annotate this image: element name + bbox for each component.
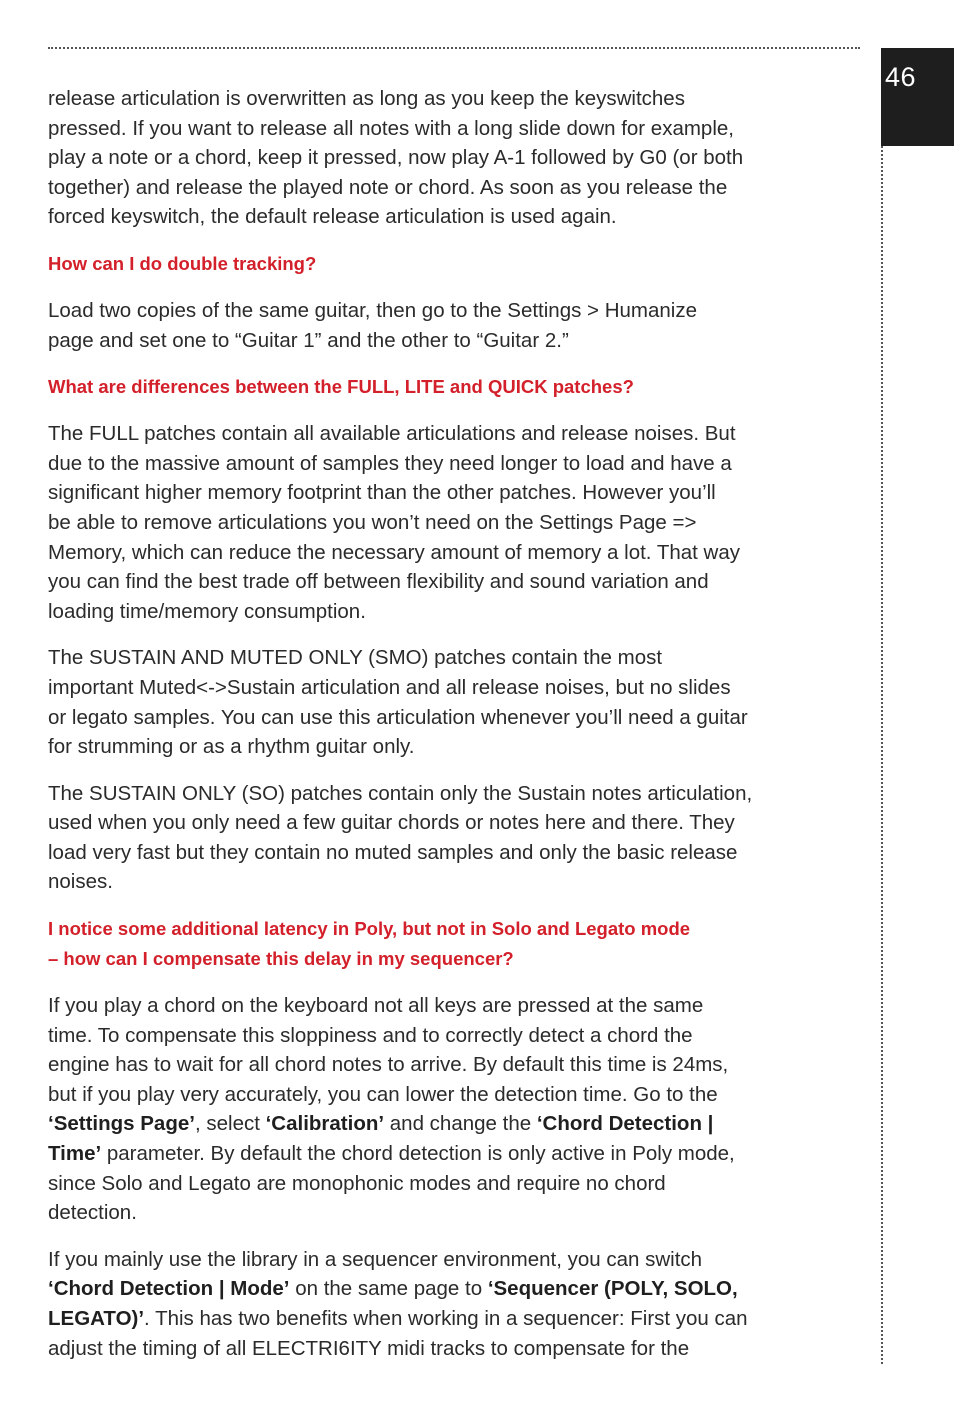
text-line: Memory, which can reduce the necessary amount of memory a lot. That way <box>48 540 740 564</box>
text-line: pressed. If you want to release all notes with a long slide down for example, <box>48 116 734 140</box>
text-line: since Solo and Legato are monophonic modes and require no chord <box>48 1171 666 1195</box>
text-line: due to the massive amount of samples they need longer to load and have a <box>48 451 732 475</box>
text-line: The FULL patches contain all available articulations and release noises. But <box>48 422 736 446</box>
bold-sequencer-option: ‘Sequencer (POLY, SOLO, <box>487 1277 738 1301</box>
text-line: detection. <box>48 1201 137 1225</box>
text-line: be able to remove articulations you won’t need on the Settings Page => <box>48 510 697 534</box>
text-fragment: on the same page to <box>289 1277 488 1301</box>
text-line: you can find the best trade off between flexibility and sound variation and <box>48 570 709 594</box>
heading-line: – how can I compensate this delay in my sequencer? <box>48 948 514 970</box>
bold-settings-page: ‘Settings Page’ <box>48 1112 195 1136</box>
text-line: The SUSTAIN ONLY (SO) patches contain only the Sustain notes articulation, <box>48 781 753 805</box>
text-fragment: parameter. By default the chord detection is only active in Poly mode, <box>101 1142 735 1166</box>
heading-patch-differences: What are differences between the FULL, LITE and QUICK patches? <box>48 376 634 398</box>
text-line: used when you only need a few guitar chords or notes here and there. They <box>48 811 735 835</box>
text-line: engine has to wait for all chord notes to arrive. By default this time is 24ms, <box>48 1053 729 1077</box>
paragraph-double-tracking <box>48 296 866 355</box>
paragraph-smo-patches <box>48 643 866 761</box>
text-line: If you play a chord on the keyboard not all keys are pressed at the same <box>48 994 704 1018</box>
bold-calibration: ‘Calibration’ <box>265 1112 385 1136</box>
paragraph-full-patches <box>48 419 866 626</box>
text-line: noises. <box>48 870 113 894</box>
paragraph-sequencer-mode <box>48 1245 866 1363</box>
text-line: significant higher memory footprint than the other patches. However you’ll <box>48 481 716 505</box>
paragraph-release-articulation <box>48 84 866 232</box>
text-fragment: and change the <box>384 1112 537 1136</box>
text-line: play a note or a chord, keep it pressed, now play A-1 followed by G0 (or both <box>48 146 744 170</box>
heading-line: I notice some additional latency in Poly, but not in Solo and Legato mode <box>48 918 691 940</box>
heading-double-tracking: How can I do double tracking? <box>48 252 317 274</box>
page-content <box>48 84 866 1380</box>
text-line: forced keyswitch, the default release articulation is used again. <box>48 205 617 229</box>
bold-chord-detection-mode: ‘Chord Detection | Mode’ <box>48 1277 290 1301</box>
bold-chord-detection-time-cont: Time’ <box>48 1142 102 1166</box>
bold-sequencer-option-cont: LEGATO)’ <box>48 1307 145 1330</box>
text-fragment: . This has two benefits when working in a sequencer: First you can <box>144 1307 748 1330</box>
text-fragment: , select <box>194 1112 266 1136</box>
text-line: for strumming or as a rhythm guitar only. <box>48 735 415 759</box>
text-line: The SUSTAIN AND MUTED ONLY (SMO) patches contain the most <box>48 646 663 670</box>
bold-chord-detection-time: ‘Chord Detection | <box>536 1112 714 1136</box>
text-line: page and set one to “Guitar 1” and the other to “Guitar 2.” <box>48 328 569 352</box>
text-line: release articulation is overwritten as long as you keep the keyswitches <box>48 87 685 110</box>
heading-poly-latency <box>48 914 866 974</box>
text-line: important Muted<->Sustain articulation and all release noises, but no slides <box>48 675 731 699</box>
margin-dotted-rule <box>881 146 883 1364</box>
text-line: adjust the timing of all ELECTRI6ITY midi tracks to compensate for the <box>48 1336 690 1360</box>
page-number: 46 <box>885 62 917 92</box>
text-line: Load two copies of the same guitar, then go to the Settings > Humanize <box>48 298 698 322</box>
text-line: If you mainly use the library in a sequencer environment, you can switch <box>48 1247 703 1271</box>
text-line: loading time/memory consumption. <box>48 599 366 623</box>
text-line: or legato samples. You can use this articulation whenever you’ll need a guitar <box>48 705 748 729</box>
paragraph-chord-detection <box>48 991 866 1228</box>
text-line: but if you play very accurately, you can lower the detection time. Go to the <box>48 1082 718 1106</box>
text-line: time. To compensate this sloppiness and to correctly detect a chord the <box>48 1023 693 1047</box>
paragraph-so-patches <box>48 779 866 897</box>
text-line: load very fast but they contain no muted samples and only the basic release <box>48 840 738 864</box>
header-dotted-rule <box>48 47 860 49</box>
text-line: together) and release the played note or chord. As soon as you release the <box>48 175 728 199</box>
